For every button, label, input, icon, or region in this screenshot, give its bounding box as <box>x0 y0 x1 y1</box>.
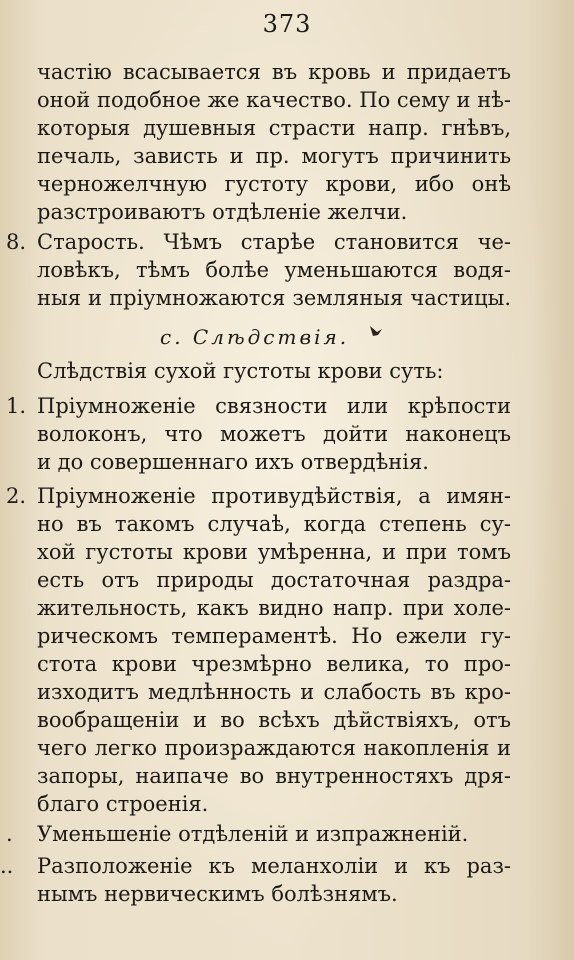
text-line: чего легко произраждаются накопленія и <box>37 736 511 760</box>
text-line: запоры, наипаче во внутренностяхъ дря- <box>37 764 511 788</box>
text-line: но въ такомъ случаѣ, когда степень су- <box>37 512 511 536</box>
text-line: Пріумноженіе связности или крѣпости <box>37 394 511 418</box>
item-number: .. <box>0 854 14 878</box>
text-line: и до совершеннаго ихъ отвердѣнія. <box>37 450 429 474</box>
text-line: печаль, зависть и пр. могутъ причинить <box>37 144 511 168</box>
text-line: которыя душевныя страсти напр. гнѣвъ, <box>37 116 511 140</box>
text-line: есть отъ природы достаточная раздра- <box>37 568 511 592</box>
item-number: 1. <box>6 394 27 418</box>
section-heading: с. Слѣдствія. <box>160 325 350 349</box>
text-line: Пріумноженіе противудѣйствія, а имян- <box>37 484 511 508</box>
text-line: черножелчную густоту крови, ибо онѣ <box>37 172 511 196</box>
ink-mark-icon <box>368 323 384 339</box>
text-line: рическомъ темпераментѣ. Но ежели гу- <box>37 624 511 648</box>
text-line: Уменьшеніе отдѣленій и изпражненій. <box>37 822 469 846</box>
text-line: Разположеніе къ меланхоліи и къ раз- <box>37 854 511 878</box>
item-number: . <box>6 822 13 846</box>
text-line: вообращеніи и во всѣхъ дѣйствіяхъ, отъ <box>37 708 511 732</box>
text-line: хой густоты крови умѣренна, и при томъ <box>37 540 511 564</box>
text-line: изходитъ медлѣнность и слабость въ кро- <box>37 680 511 704</box>
text-line: нымъ нервическимъ болѣзнямъ. <box>37 882 398 906</box>
text-line: волоконъ, что можетъ дойти наконецъ <box>37 422 511 446</box>
text-line: ныя и пріумножаются земляныя частицы. <box>37 286 511 310</box>
item-number: 8. <box>6 230 27 254</box>
text-line: благо строенія. <box>37 792 209 816</box>
page-number: 373 <box>262 10 312 38</box>
text-line: Старость. Чѣмъ старѣе становится че- <box>37 230 511 254</box>
text-line: стота крови чрезмѣрно велика, то про- <box>37 652 511 676</box>
text-line: разстроиваютъ отдѣленіе желчи. <box>37 200 408 224</box>
text-line: Слѣдствія сухой густоты крови суть: <box>37 359 444 383</box>
text-line: оной подобное же качество. По сему и нѣ- <box>37 88 511 112</box>
text-line: частію всасывается въ кровь и придаетъ <box>37 60 511 84</box>
item-number: 2. <box>6 484 27 508</box>
text-line: жительность, какъ видно напр. при холе- <box>37 596 511 620</box>
text-line: ловѣкъ, тѣмъ болѣе уменьшаются водя- <box>37 258 511 282</box>
